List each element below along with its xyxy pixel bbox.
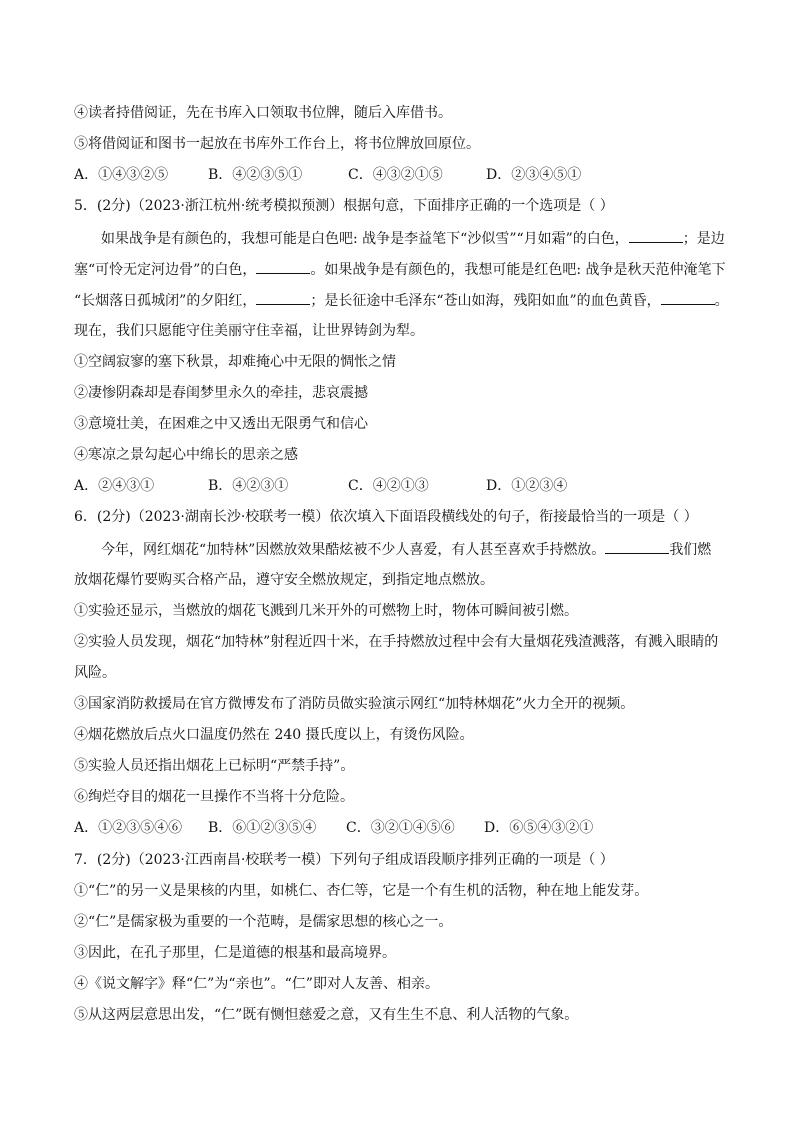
option-b[interactable]: B．④②③① <box>208 478 289 494</box>
q6-item-5: ⑤实验人员还指出烟花上已标明“严禁手持”。 <box>74 758 355 774</box>
q6-stem: 6．(2分)（2023·湖南长沙·校联考一模）依次填入下面语段横线处的句子，衔接最恰当的一项是（ ） <box>74 509 698 525</box>
q5-passage-text: 如果战争是有颜色的，我想可能是白色吧: 战争是李益笔下“沙似雪”“月如霜”的白色， <box>101 231 629 247</box>
q5-passage-line-1 <box>101 228 733 249</box>
q5-stem: 5．(2分)（2023·浙江杭州·统考模拟预测）根据句意，下面排序正确的一个选项是（ ） <box>74 198 614 214</box>
q6-passage-line-2: 放烟花爆竹要购买合格产品，遵守安全燃放规定，到指定地点燃放。 <box>74 572 494 588</box>
q6-item-6: ⑥绚烂夺目的烟花一旦操作不当将十分危险。 <box>74 789 354 805</box>
answer-blank[interactable] <box>661 290 715 305</box>
q5-passage-text: 。 <box>714 293 729 309</box>
q5-passage-text: 塞“可怜无定河边骨”的白色， <box>74 262 257 278</box>
option-b[interactable]: B．④②③⑤① <box>208 167 303 183</box>
q6-item-2: ②实验人员发现，烟花“加特林”射程近四十米，在手持燃放过程中会有大量烟花残渣溅落，有溅入眼睛的 <box>74 634 719 650</box>
q6-item-2-cont: 风险。 <box>74 665 116 681</box>
q7-stem: 7．(2分)（2023·江西南昌·校联考一模）下列句子组成语段顺序排列正确的一项是（ ） <box>74 852 614 868</box>
answer-blank[interactable] <box>605 539 669 554</box>
option-d[interactable]: D．①②③④ <box>486 478 568 494</box>
q6-passage-line-1 <box>101 539 733 560</box>
q7-item-1: ①“仁”的另一义是果核的内里，如桃仁、杏仁等，它是一个有生机的活物，种在地上能发芽。 <box>74 883 649 899</box>
option-a[interactable]: A．①④③②⑤ <box>74 167 169 183</box>
answer-blank[interactable] <box>629 228 683 243</box>
prev-item-4: ④读者持借阅证，先在书库入口领取书位牌，随后入库借书。 <box>74 105 452 121</box>
q6-passage-text: 今年，网红烟花“加特林”因燃放效果酷炫被不少人喜爱，有人甚至喜欢手持燃放。 <box>101 542 606 558</box>
q5-item-1: ①空阔寂寥的塞下秋景，却难掩心中无限的惆怅之情 <box>74 354 396 370</box>
q5-item-2: ②凄惨阴森却是春闺梦里永久的牵挂，悲哀震撼 <box>74 385 368 401</box>
prev-item-5: ⑤将借阅证和图书一起放在书库外工作台上，将书位牌放回原位。 <box>74 136 480 152</box>
option-b[interactable]: B．⑥①②③⑤④ <box>208 820 317 836</box>
q5-passage-text: 。如果战争是有颜色的，我想可能是红色吧: 战争是秋天范仲淹笔下 <box>310 262 726 278</box>
q7-item-5: ⑤从这两层意思出发，“仁”既有恻怛慈爱之意，又有生生不息、利人活物的气象。 <box>74 1007 579 1023</box>
q5-passage-text: ；是边 <box>682 231 725 247</box>
q5-item-4: ④寒凉之景勾起心中绵长的思亲之感 <box>74 447 298 463</box>
q6-item-1: ①实验还显示，当燃放的烟花飞溅到几米开外的可燃物上时，物体可瞬间被引燃。 <box>74 603 578 619</box>
q6-item-4: ④烟花燃放后点火口温度仍然在 240 摄氏度以上，有烫伤风险。 <box>74 727 474 743</box>
q7-item-3: ③因此，在孔子那里，仁是道德的根基和最高境界。 <box>74 945 396 961</box>
answer-blank[interactable] <box>256 290 310 305</box>
option-a[interactable]: A．②④③① <box>74 478 155 494</box>
option-c[interactable]: C．④③②①⑤ <box>348 167 443 183</box>
q5-item-3: ③意境壮美，在困难之中又透出无限勇气和信心 <box>74 416 368 432</box>
option-c[interactable]: C．③②①④⑤⑥ <box>346 820 455 836</box>
answer-blank[interactable] <box>256 259 310 274</box>
q7-item-4: ④《说文解字》释“仁”为“亲也”。“仁”即对人友善、相亲。 <box>74 976 439 992</box>
q5-passage-line-2 <box>74 259 734 280</box>
option-a[interactable]: A．①②③⑤④⑥ <box>74 820 183 836</box>
q7-item-2: ②“仁”是儒家极为重要的一个范畴，是儒家思想的核心之一。 <box>74 914 453 930</box>
q5-passage-text: ；是长征途中毛泽东“苍山如海，残阳如血”的血色黄昏， <box>310 293 661 309</box>
q5-passage-line-4: 现在，我们只愿能守住美丽守住幸福，让世界铸剑为犁。 <box>74 323 424 339</box>
q6-item-3: ③国家消防救援局在官方微博发布了消防员做实验演示网红“加特林烟花”火力全开的视频。 <box>74 696 635 712</box>
option-d[interactable]: D．②③④⑤① <box>486 167 582 183</box>
option-c[interactable]: C．④②①③ <box>348 478 429 494</box>
option-d[interactable]: D．⑥⑤④③②① <box>484 820 594 836</box>
q6-passage-text: 我们燃 <box>669 542 712 558</box>
q5-passage-text: “长烟落日孤城闭”的夕阳红， <box>74 293 257 309</box>
q5-passage-line-3 <box>74 290 734 311</box>
